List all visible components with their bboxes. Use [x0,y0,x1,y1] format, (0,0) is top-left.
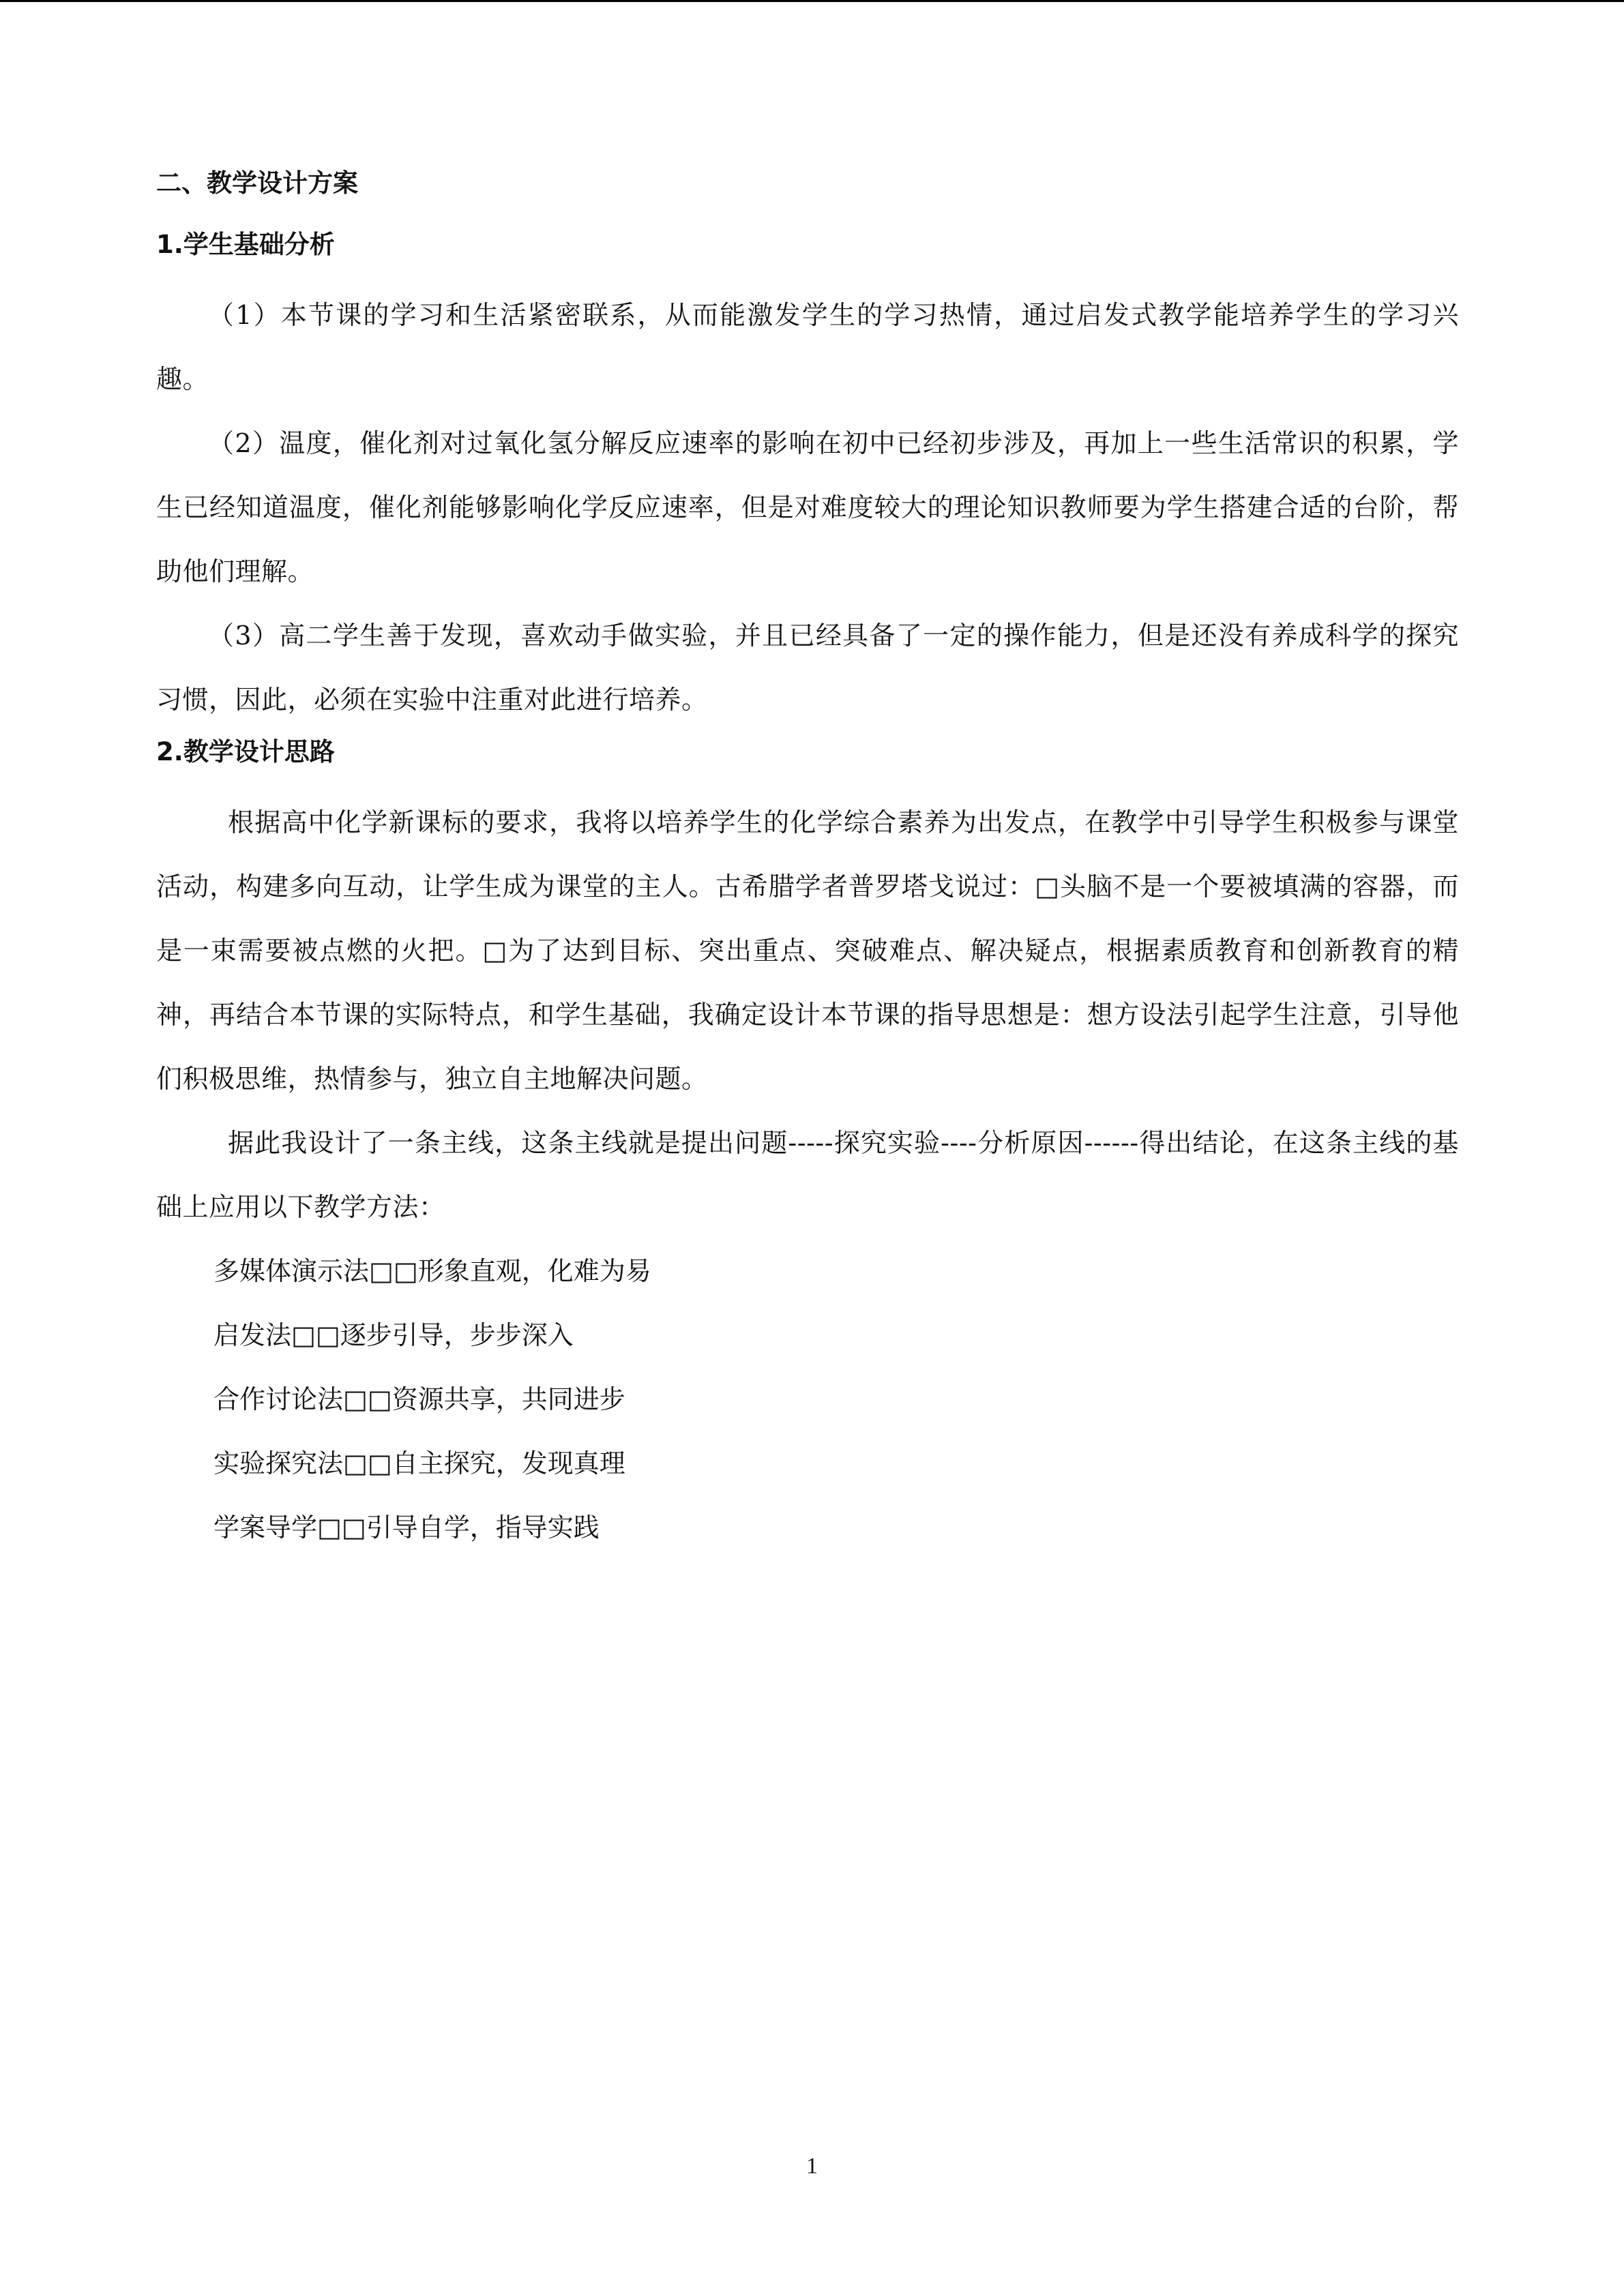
subsection-title-student-analysis: 1.学生基础分析 [156,230,335,259]
subsection-title-design-ideas: 2.教学设计思路 [156,737,335,766]
paragraph-analysis-1: （1）本节课的学习和生活紧密联系，从而能激发学生的学习热情，通过启发式教学能培养学生的学习兴趣。 [156,300,1459,394]
paragraph-design-1: 根据高中化学新课标的要求，我将以培养学生的化学综合素养为出发点，在教学中引导学生积极参与课堂活动，构建多向互动，让学生成为课堂的主人。古希腊学者普罗塔戈说过：□头脑不是一个要被填满的容器，而是一束需要被点燃的火把。□为了达到目标、突出重点、突破难点、解决疑点，根据素质教育和创新教育的精神，再结合本节课的实际特点，和学生基础，我确定设计本节课的指导思想是：想方设法引起学生注意，引导他们积极思维，热情参与，独立自主地解决问题。 [156,807,1459,1094]
list-item: 实验探究法□□自主探究，发现真理 [213,1448,625,1478]
page-content [156,166,1459,1560]
list-item: 学案导学□□引导自学，指导实践 [213,1512,600,1542]
list-item: 合作讨论法□□资源共享，共同进步 [213,1384,625,1414]
teaching-methods-list [156,1239,1459,1560]
list-item: 启发法□□逐步引导，步步深入 [213,1320,574,1350]
section-title: 二、教学设计方案 [156,168,358,198]
paragraph-analysis-2: （2）温度，催化剂对过氧化氢分解反应速率的影响在初中已经初步涉及，再加上一些生活常识的积累，学生已经知道温度，催化剂能够影响化学反应速率，但是对难度较大的理论知识教师要为学生搭建合适的台阶，帮助他们理解。 [156,428,1459,586]
paragraph-design-2: 据此我设计了一条主线，这条主线就是提出问题-----探究实验----分析原因------得出结论，在这条主线的基础上应用以下教学方法： [156,1128,1459,1222]
paragraph-analysis-3: （3）高二学生善于发现，喜欢动手做实验，并且已经具备了一定的操作能力，但是还没有养成科学的探究习惯，因此，必须在实验中注重对此进行培养。 [156,621,1459,715]
list-item: 多媒体演示法□□形象直观，化难为易 [213,1256,651,1286]
page-number: 1 [806,2153,818,2179]
